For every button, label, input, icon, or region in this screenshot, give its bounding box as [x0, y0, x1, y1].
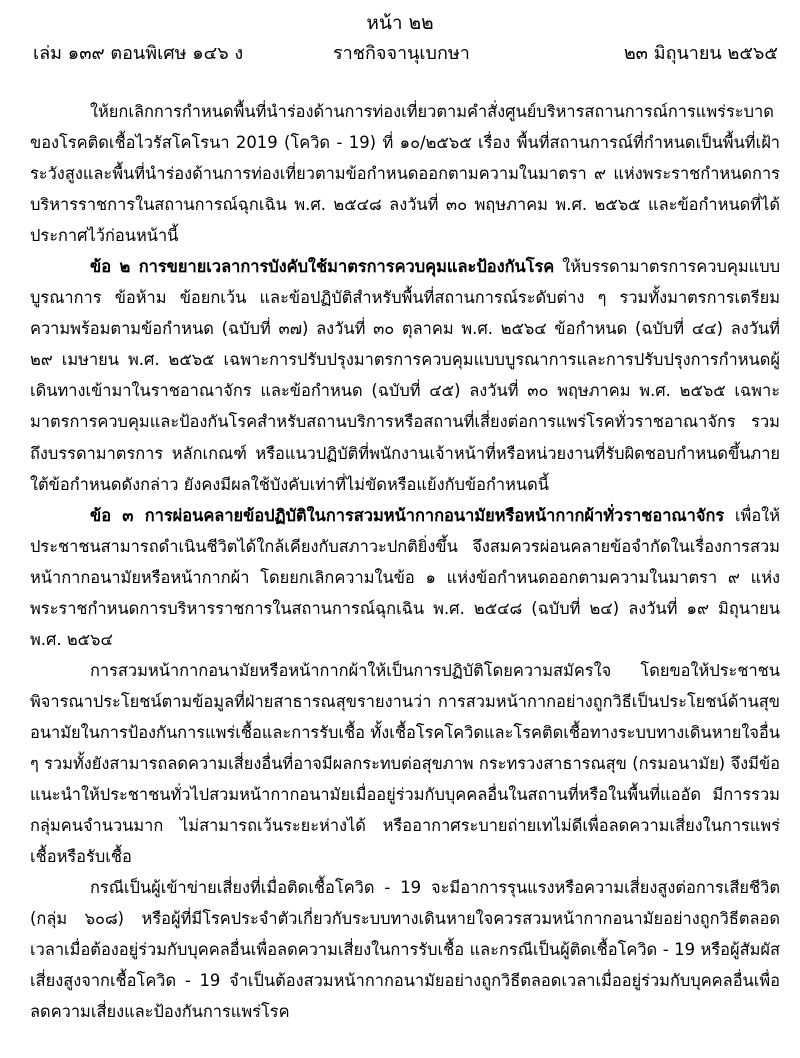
clause-text: ให้บรรดามาตรการควบคุมแบบบูรณาการ ข้อห้าม ข้อยกเว้น และข้อปฏิบัติสำหรับพื้นที่สถานการณ์ระดับต่าง ๆ รวมทั้งมาตรการเตรียมความพร้อมตามข้อกำหนด (ฉบับที่ ๓๗) ลงวันที่ ๓๐ ตุลาคม พ.ศ. ๒๕๖๔ ข้อกำหนด (ฉบับที่ ๔๔) ลงวันที่ ๒๙ เมษายน พ.ศ. ๒๕๖๕ เฉพาะการปรับปรุงมาตรการควบคุมแบบบูรณาการและการปรับปรุงการกำหนดผู้เดินทางเข้ามาในราชอาณาจักร และข้อกำหนด (ฉบับที่ ๔๕) ลงวันที่ ๓๐ พฤษภาคม พ.ศ. ๒๕๖๕ เฉพาะมาตรการควบคุมและป้องกันโรคสำหรับสถานบริการหรือสถานที่เสี่ยงต่อการแพร่โรคทั่วราชอาณาจักร รวมถึงบรรดามาตรการ หลักเกณฑ์ หรือแนวปฏิบัติที่พนักงานเจ้าหน้าที่หรือหน่วยงานที่รับผิดชอบกำหนดขึ้นภายใต้ข้อกำหนดดังกล่าว ยังคงมีผลใช้บังคับเท่าที่ไม่ขัดหรือแย้งกับข้อกำหนดนี้: [30, 257, 780, 494]
clause-text: เพื่อให้ประชาชนสามารถดำเนินชีวิตได้ใกล้เคียงกับสภาวะปกติยิ่งขึ้น จึงสมควรผ่อนคลายข้อจำกัดในเรื่องการสวมหน้ากากอนามัยหรือหน้ากากผ้า โดยยกเลิกความในข้อ ๑ แห่งข้อกำหนดออกตามความในมาตรา ๙ แห่งพระราชกำหนดการบริหารราชการในสถานการณ์ฉุกเฉิน พ.ศ. ๒๕๔๘ (ฉบับที่ ๒๔) ลงวันที่ ๑๙ มิถุนายน พ.ศ. ๒๕๖๔: [30, 505, 780, 649]
paragraph-text: กรณีเป็นผู้เข้าข่ายเสี่ยงที่เมื่อติดเชื้อโควิด - 19 จะมีอาการรุนแรงหรือความเสี่ยงสูงต่อการเสียชีวิต (กลุ่ม ๖๐๘) หรือผู้ที่มีโรคประจำตัวเกี่ยวกับระบบทางเดินหายใจควรสวมหน้ากากอนามัยอย่างถูกวิธีตลอดเวลาเมื่อต้องอยู่ร่วมกับบุคคลอื่นเพื่อลดความเสี่ยงในการรับเชื้อ และกรณีเป็นผู้ติดเชื้อโควิด - 19 หรือผู้สัมผัสเสี่ยงสูงจากเชื้อโควิด - 19 จำเป็นต้องสวมหน้ากากอนามัยอย่างถูกวิธีตลอดเวลาเมื่ออยู่ร่วมกับบุคคลอื่นเพื่อลดความเสี่ยงและป้องกันการแพร่โรค: [30, 878, 780, 1022]
paragraph-1: [30, 96, 780, 251]
clause-heading: ข้อ ๓ การผ่อนคลายข้อปฏิบัติในการสวมหน้ากากอนามัยหรือหน้ากากผ้าทั่วราชอาณาจักร: [90, 505, 725, 525]
paragraph-mask-voluntary: [30, 655, 780, 872]
clause-3: [30, 500, 780, 655]
document-body: [30, 96, 780, 1027]
gazette-header: [33, 38, 778, 66]
publication-date: ๒๓ มิถุนายน ๒๕๖๕: [623, 43, 778, 64]
clause-2: [30, 251, 780, 499]
clause-heading: ข้อ ๒ การขยายเวลาการบังคับใช้มาตรการควบคุมและป้องกันโรค: [90, 257, 555, 277]
paragraph-text: ให้ยกเลิกการกำหนดพื้นที่นำร่องด้านการท่องเที่ยวตามคำสั่งศูนย์บริหารสถานการณ์การแพร่ระบาดของโรคติดเชื้อไวรัสโคโรนา 2019 (โควิด - 19) ที่ ๑๐/๒๕๖๕ เรื่อง พื้นที่สถานการณ์ที่กำหนดเป็นพื้นที่เฝ้าระวังสูงและพื้นที่นำร่องด้านการท่องเที่ยวตามข้อกำหนดออกตามความในมาตรา ๙ แห่งพระราชกำหนดการบริหารราชการในสถานการณ์ฉุกเฉิน พ.ศ. ๒๕๔๘ ลงวันที่ ๓๐ พฤษภาคม พ.ศ. ๒๕๖๕ และข้อกำหนดที่ได้ประกาศไว้ก่อนหน้านี้: [30, 102, 780, 246]
volume-issue: เล่ม ๑๓๙ ตอนพิเศษ ๑๔๖ ง: [33, 43, 244, 64]
page-number: หน้า ๒๒: [366, 12, 434, 34]
publication-name: ราชกิจจานุเบกษา: [333, 43, 470, 64]
paragraph-risk-group: [30, 872, 780, 1027]
paragraph-text: การสวมหน้ากากอนามัยหรือหน้ากากผ้าให้เป็นการปฏิบัติโดยความสมัครใจ โดยขอให้ประชาชนพิจารณาประโยชน์ตามข้อมูลที่ฝ่ายสาธารณสุขรายงานว่า การสวมหน้ากากอย่างถูกวิธีเป็นประโยชน์ด้านสุขอนามัยในการป้องกันการแพร่เชื้อและการรับเชื้อ ทั้งเชื้อโรคโควิดและโรคติดเชื้อทางระบบทางเดินหายใจอื่น ๆ รวมทั้งยังสามารถลดความเสี่ยงอื่นที่อาจมีผลกระทบต่อสุขภาพ กระทรวงสาธารณสุข (กรมอนามัย) จึงมีข้อแนะนำให้ประชาชนทั่วไปสวมหน้ากากอนามัยเมื่ออยู่ร่วมกับบุคคลอื่นในสถานที่หรือในพื้นที่แออัด มีการรวมกลุ่มคนจำนวนมาก ไม่สามารถเว้นระยะห่างได้ หรืออากาศระบายถ่ายเทไม่ดีเพื่อลดความเสี่ยงในการแพร่เชื้อหรือรับเชื้อ: [30, 660, 780, 867]
